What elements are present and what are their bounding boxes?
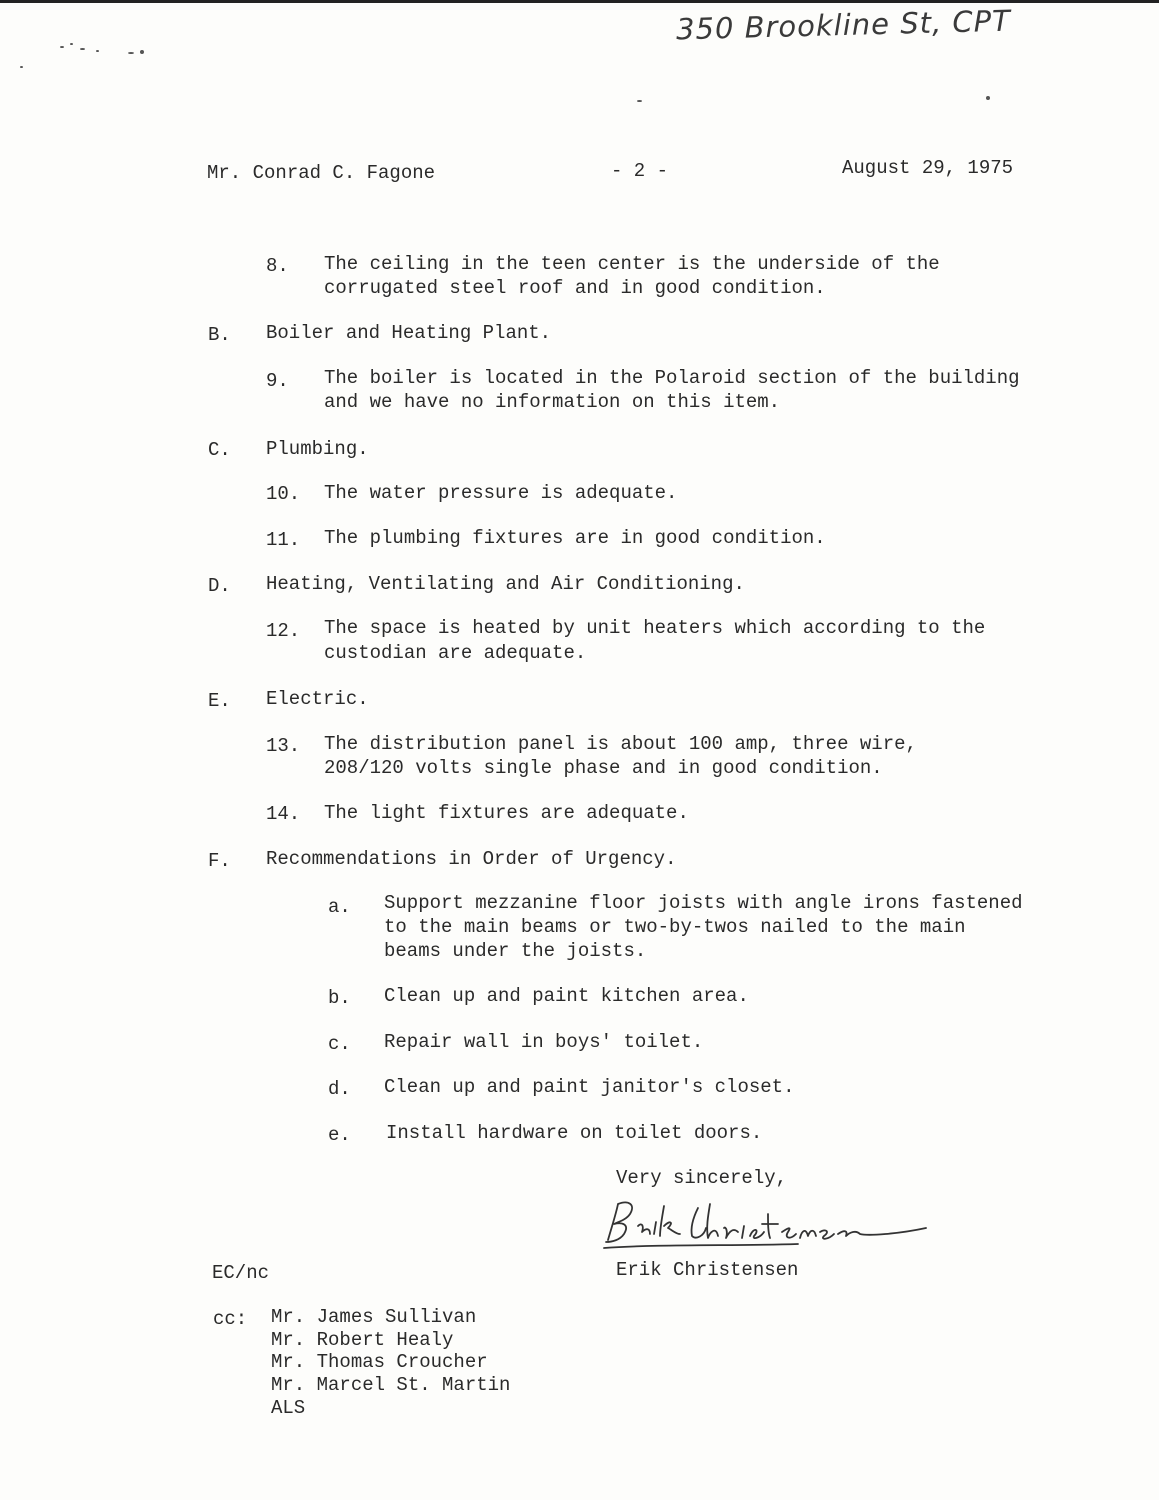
recommendation-letter: b. bbox=[328, 987, 351, 1009]
item-text-line: The space is heated by unit heaters which according to the bbox=[324, 617, 986, 639]
section-heading: Plumbing. bbox=[266, 438, 369, 460]
item-number: 8. bbox=[266, 255, 289, 277]
item-text-line: The ceiling in the teen center is the underside of the bbox=[324, 253, 940, 275]
item-text-line: The light fixtures are adequate. bbox=[324, 802, 689, 824]
recommendation-text-line: to the main beams or two-by-twos nailed to the main bbox=[384, 916, 966, 938]
item-text-line: The water pressure is adequate. bbox=[324, 482, 678, 504]
section-heading: Heating, Ventilating and Air Conditioning. bbox=[266, 573, 745, 595]
recommendation-letter: d. bbox=[328, 1078, 351, 1100]
section-letter: F. bbox=[208, 850, 231, 872]
recommendation-letter: a. bbox=[328, 896, 351, 918]
item-number: 12. bbox=[266, 620, 301, 642]
cc-recipient: Mr. James Sullivan bbox=[271, 1306, 477, 1328]
item-text-line: custodian are adequate. bbox=[324, 642, 587, 664]
cc-recipient: ALS bbox=[271, 1397, 306, 1419]
handwritten-signature bbox=[598, 1192, 938, 1258]
recommendation-text-line: beams under the joists. bbox=[384, 940, 647, 962]
section-heading: Electric. bbox=[266, 688, 369, 710]
item-text-line: and we have no information on this item. bbox=[324, 391, 781, 413]
item-text-line: 208/120 volts single phase and in good condition. bbox=[324, 757, 883, 779]
item-text-line: The distribution panel is about 100 amp, three wire, bbox=[324, 733, 917, 755]
section-heading: Boiler and Heating Plant. bbox=[266, 322, 552, 344]
section-letter: C. bbox=[208, 439, 231, 461]
item-number: 9. bbox=[266, 370, 289, 392]
section-letter: D. bbox=[208, 575, 231, 597]
item-text-line: The plumbing fixtures are in good condition. bbox=[324, 527, 826, 549]
recommendation-text-line: Repair wall in boys' toilet. bbox=[384, 1031, 704, 1053]
cc-recipient: Mr. Marcel St. Martin bbox=[271, 1374, 511, 1396]
section-letter: B. bbox=[208, 324, 231, 346]
item-text-line: corrugated steel roof and in good condition. bbox=[324, 277, 826, 299]
cc-recipient: Mr. Thomas Croucher bbox=[271, 1351, 488, 1373]
recipient-name: Mr. Conrad C. Fagone bbox=[207, 162, 436, 184]
section-letter: E. bbox=[208, 690, 231, 712]
section-heading: Recommendations in Order of Urgency. bbox=[266, 848, 677, 870]
page-number: - 2 - bbox=[611, 160, 669, 182]
recommendation-letter: e. bbox=[328, 1124, 351, 1146]
recommendation-text-line: Clean up and paint kitchen area. bbox=[384, 985, 749, 1007]
letter-date: August 29, 1975 bbox=[842, 157, 1014, 179]
item-number: 10. bbox=[266, 483, 301, 505]
cc-recipient: Mr. Robert Healy bbox=[271, 1329, 454, 1351]
scan-border bbox=[0, 0, 1159, 3]
item-number: 11. bbox=[266, 529, 301, 551]
item-number: 14. bbox=[266, 803, 301, 825]
closing-salutation: Very sincerely, bbox=[616, 1167, 788, 1189]
recommendation-text-line: Clean up and paint janitor's closet. bbox=[384, 1076, 795, 1098]
signer-name: Erik Christensen bbox=[616, 1259, 799, 1281]
recommendation-text-line: Support mezzanine floor joists with angle irons fastened bbox=[384, 892, 1023, 914]
recommendation-text-line: Install hardware on toilet doors. bbox=[386, 1122, 763, 1144]
item-number: 13. bbox=[266, 735, 301, 757]
handwritten-address-note: 350 Brookline St, CPT bbox=[675, 3, 1012, 47]
typist-initials: EC/nc bbox=[212, 1262, 270, 1284]
cc-label: cc: bbox=[213, 1308, 248, 1330]
recommendation-letter: c. bbox=[328, 1033, 351, 1055]
item-text-line: The boiler is located in the Polaroid section of the building bbox=[324, 367, 1020, 389]
